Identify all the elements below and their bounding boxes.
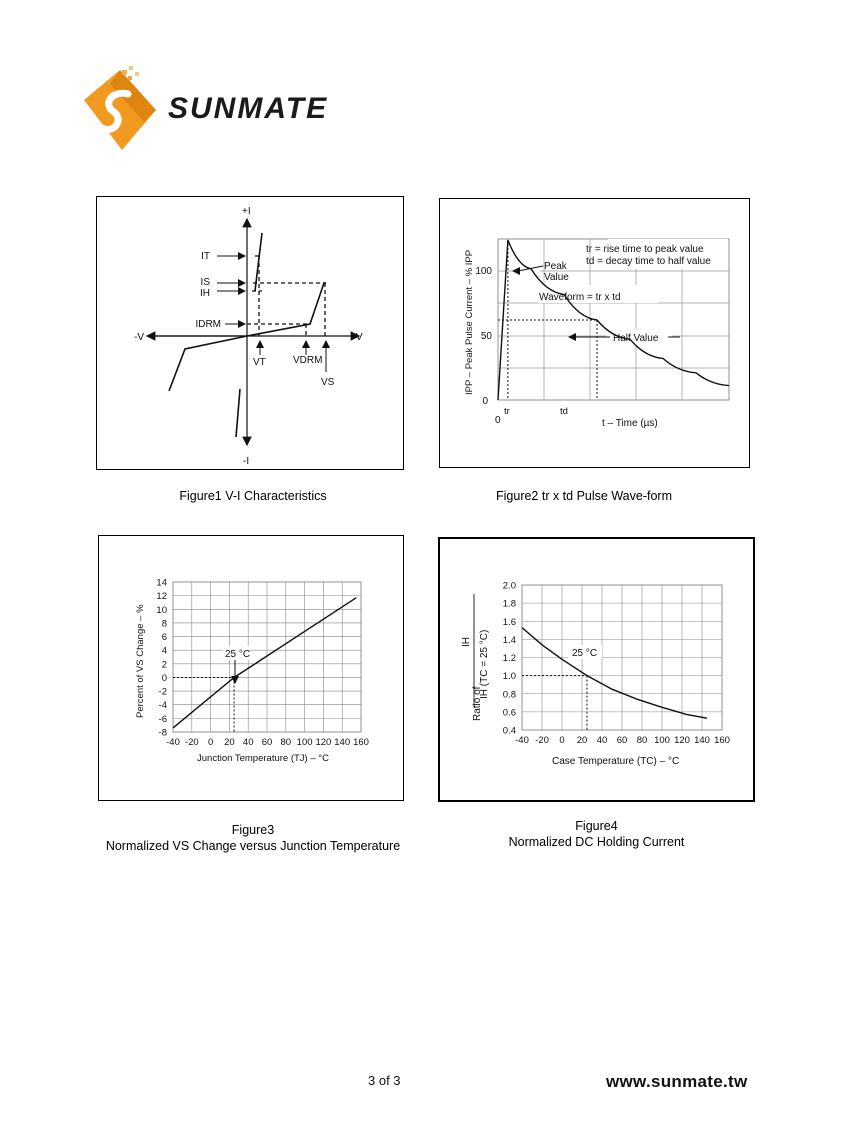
fig4-ytick: 1.2 [502,653,516,664]
fig3-ytick: 10 [156,604,167,616]
figure3-caption-title: Figure3 [231,823,275,837]
fig4-ticks [503,581,730,747]
fig3-xtick: 120 [315,737,332,748]
fig4-ih-ratio-curve [522,628,707,719]
page-number: 3 of 3 [368,1073,401,1088]
label-plus-v: +V [350,332,363,343]
fig4-xtick: 120 [674,735,690,746]
fig3-xtick: 160 [353,737,369,748]
vi-curve-avalanche [236,389,240,437]
fig4-ytick: 1.4 [502,634,516,646]
fig3-ytick: -8 [158,727,167,739]
fig3-vs-change-line [173,598,356,728]
fig4-ylabel-main: Ratio of [472,686,483,721]
fig3-xtick: 140 [334,737,351,748]
fig4-xtick: 60 [616,735,628,746]
fig3-ytick: 12 [156,591,167,603]
fig4-ytick: 1.6 [502,616,516,628]
fig4-grid [522,585,722,730]
fig4-xtick: 80 [636,735,648,746]
figure1-caption: Figure1 V-I Characteristics [179,489,327,503]
dashed-guides [247,256,325,336]
fig4-xtick: 160 [714,735,730,746]
label-vdrm: VDRM [293,355,323,366]
fig4-ytick: 1.8 [502,598,516,610]
fig2-peak-label: Peak [544,261,567,272]
fig3-ticks [156,578,369,749]
label-minus-v: -V [134,332,144,343]
fig4-annotation: 25 °C [572,648,598,659]
fig4-xtick: -20 [535,735,549,746]
fig3-ytick: 14 [156,577,167,589]
fig2-td-label: td [560,406,568,417]
fig3-ytick: -4 [158,700,167,712]
fig2-tr-label: tr [504,406,510,417]
fig3-xtick: -40 [166,737,180,748]
figure3-caption-subtitle: Normalized VS Change versus Junction Temperature [105,839,401,853]
brand-wordmark: SUNMATE [168,92,329,125]
fig3-annotation: 25 °C [225,649,251,660]
fig2-ytick-0: 0 [482,396,488,407]
vi-curve-on-state [255,233,262,291]
fig2-xtick-0: 0 [495,415,501,426]
fig4-xtick: 20 [576,735,588,746]
label-vs: VS [321,377,335,388]
figure3-vs-change-chart [99,536,405,802]
fig2-waveform-label: Waveform = tr x td [539,292,621,303]
fig3-ytick: 0 [161,672,167,684]
fig3-xtick: 40 [242,737,254,748]
fig2-ylabel: IPP – Peak Pulse Current – % IPP [464,249,475,395]
fig2-half-value-label: Half Value [613,333,659,344]
vi-curve-reverse [169,336,247,391]
fig4-ytick: 0.6 [502,707,516,719]
fig3-xtick: 100 [296,737,313,748]
logo-mark-icon [78,62,170,154]
fig3-xtick: 20 [224,737,235,748]
fig4-xtick: 100 [654,735,670,746]
fig2-xlabel: t – Time (µs) [602,418,658,429]
figure4-caption-title: Figure4 [575,819,618,833]
fig4-xtick: 40 [596,735,608,746]
label-ih: IH [200,288,210,299]
fig3-xtick: 80 [280,737,292,748]
fig3-ytick: 2 [161,659,167,671]
fig4-xtick: -40 [515,735,529,746]
figure3-caption [96,822,410,854]
fig4-ylabel-numerator: IH [461,637,472,647]
fig3-xlabel: Junction Temperature (TJ) – °C [197,753,329,764]
fig4-ylabel-denominator: IH (TC = 25 °C) [479,629,490,699]
figure4-caption-subtitle: Normalized DC Holding Current [508,835,685,849]
fig4-ytick: 2.0 [502,580,516,592]
fig3-xtick: 60 [261,737,273,748]
label-vt: VT [253,357,266,368]
fig2-value-label: Value [544,272,569,283]
fig3-xtick: 0 [207,737,214,748]
figure4-holding-current-chart [440,539,753,800]
figure2-caption: Figure2 tr x td Pulse Wave-form [496,489,672,503]
fig3-ytick: 4 [161,645,167,657]
fig3-ylabel: Percent of VS Change – % [135,604,146,718]
fig2-ytick-50: 50 [480,331,492,342]
fig3-xtick: -20 [184,737,199,748]
fig4-xtick: 140 [694,735,710,746]
figure4-box [438,537,755,802]
fig4-xlabel: Case Temperature (TC) – °C [552,756,680,767]
fig3-grid [173,582,361,732]
fig3-ytick: 8 [161,618,167,630]
label-it: IT [201,251,210,262]
figure3-box [98,535,404,801]
label-is: IS [200,277,210,288]
label-plus-i: +I [242,206,251,217]
figure2-pulse-chart [440,199,751,469]
fig4-ytick: 0.8 [502,689,516,701]
fig2-legend-td: td = decay time to half value [586,256,711,267]
fig4-ytick: 1.0 [502,671,516,683]
figure1-box [96,196,404,470]
label-idrm: IDRM [195,319,221,330]
fig4-xtick: 0 [559,735,565,746]
label-minus-i: -I [243,456,250,467]
figure1-vi-diagram [97,197,405,471]
fig3-ytick: -6 [158,713,167,725]
figure4-caption [438,818,755,850]
fig2-ytick-100: 100 [475,266,492,277]
fig3-ytick: -2 [158,686,167,698]
fig3-ytick: 6 [161,632,167,644]
website-link[interactable]: www.sunmate.tw [606,1072,748,1091]
figure2-box [439,198,750,468]
fig2-legend-tr: tr = rise time to peak value [586,244,704,255]
fig4-ytick: 0.4 [502,725,516,737]
